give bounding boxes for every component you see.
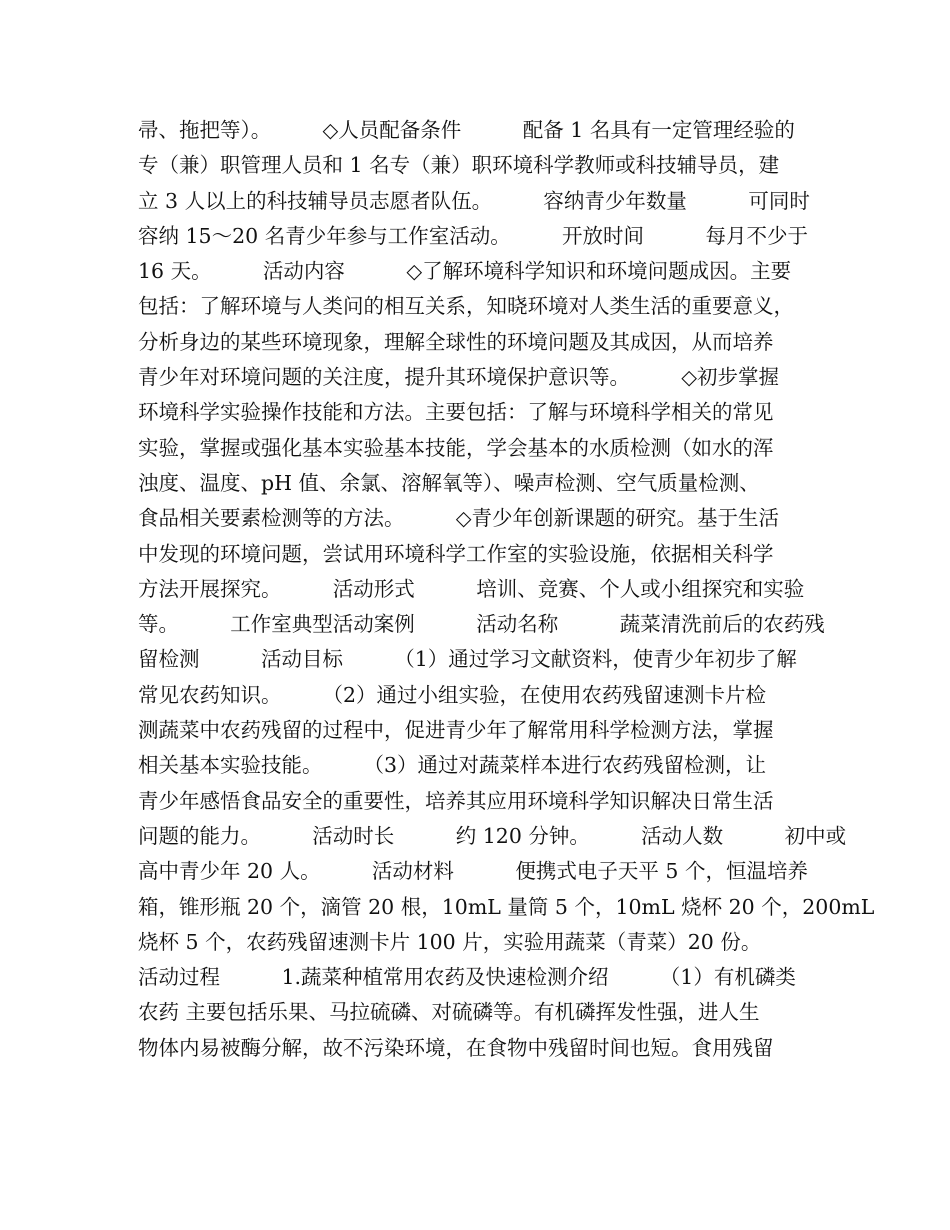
text-line: 物体内易被酶分解，故不污染环境，在食物中残留时间也短。食用残留 [138, 1035, 774, 1060]
text-line: 活动过程 1.蔬菜种植常用农药及快速检测介绍 （1）有机磷类 [138, 965, 796, 990]
text-line: 帚、拖把等）。 ◇人员配备条件 配备 1 名具有一定管理经验的 [138, 118, 795, 142]
text-line: 问题的能力。 活动时长 约 120 分钟。 活动人数 初中或 [138, 823, 847, 848]
text-line: 高中青少年 20 人。 活动材料 便携式电子天平 5 个，恒温培养 [138, 859, 808, 884]
text-line: 分析身边的某些环境现象，理解全球性的环境问题及其成因，从而培养 [138, 329, 774, 354]
text-line: 中发现的环境问题，尝试用环境科学工作室的实验设施，依据相关科学 [138, 541, 774, 566]
text-line: 专（兼）职管理人员和 1 名专（兼）职环境科学教师或科技辅导员，建 [138, 153, 780, 178]
text-line: 16 天。 活动内容 ◇了解环境科学知识和环境问题成因。主要 [138, 259, 792, 284]
text-line: 浊度、温度、pH 值、余氯、溶解氧等）、噪声检测、空气质量检测、 [138, 470, 760, 495]
text-line: 实验，掌握或强化基本实验基本技能，学会基本的水质检测（如水的浑 [138, 435, 774, 460]
text-line: 常见农药知识。 （2）通过小组实验，在使用农药残留速测卡片检 [138, 682, 767, 707]
text-line: 青少年感悟食品安全的重要性，培养其应用环境科学知识解决日常生活 [138, 788, 774, 813]
text-line: 农药 主要包括乐果、马拉硫磷、对硫磷等。有机磷挥发性强，进人生 [138, 1000, 760, 1025]
text-line: 方法开展探究。 活动形式 培训、竞赛、个人或小组探究和实验 [138, 576, 805, 601]
text-line: 烧杯 5 个，农药残留速测卡片 100 片，实验用蔬菜（青菜）20 份。 [138, 929, 762, 954]
text-line: 等。 工作室典型活动案例 活动名称 蔬菜清洗前后的农药残 [138, 612, 825, 637]
text-line: 环境科学实验操作技能和方法。主要包括：了解与环境科学相关的常见 [138, 400, 774, 425]
text-line: 包括：了解环境与人类问的相互关系，知晓环境对人类生活的重要意义， [138, 294, 794, 319]
body-text [138, 113, 875, 1066]
text-line: 测蔬菜中农药残留的过程中，促进青少年了解常用科学检测方法，掌握 [138, 718, 774, 743]
text-line: 食品相关要素检测等的方法。 ◇青少年创新课题的研究。基于生活 [138, 506, 780, 531]
text-line: 相关基本实验技能。 （3）通过对蔬菜样本进行农药残留检测，让 [138, 753, 767, 778]
text-line: 留检测 活动目标 （1）通过学习文献资料，使青少年初步了解 [138, 647, 797, 672]
text-line: 容纳 15～20 名青少年参与工作室活动。 开放时间 每月不少于 [138, 223, 808, 248]
text-line: 立 3 人以上的科技辅导员志愿者队伍。 容纳青少年数量 可同时 [138, 188, 810, 213]
text-line: 箱，锥形瓶 20 个，滴管 20 根，10mL 量筒 5 个，10mL 烧杯 20 个，200mL [138, 894, 875, 919]
text-line: 青少年对环境问题的关注度，提升其环境保护意识等。 ◇初步掌握 [138, 365, 780, 390]
